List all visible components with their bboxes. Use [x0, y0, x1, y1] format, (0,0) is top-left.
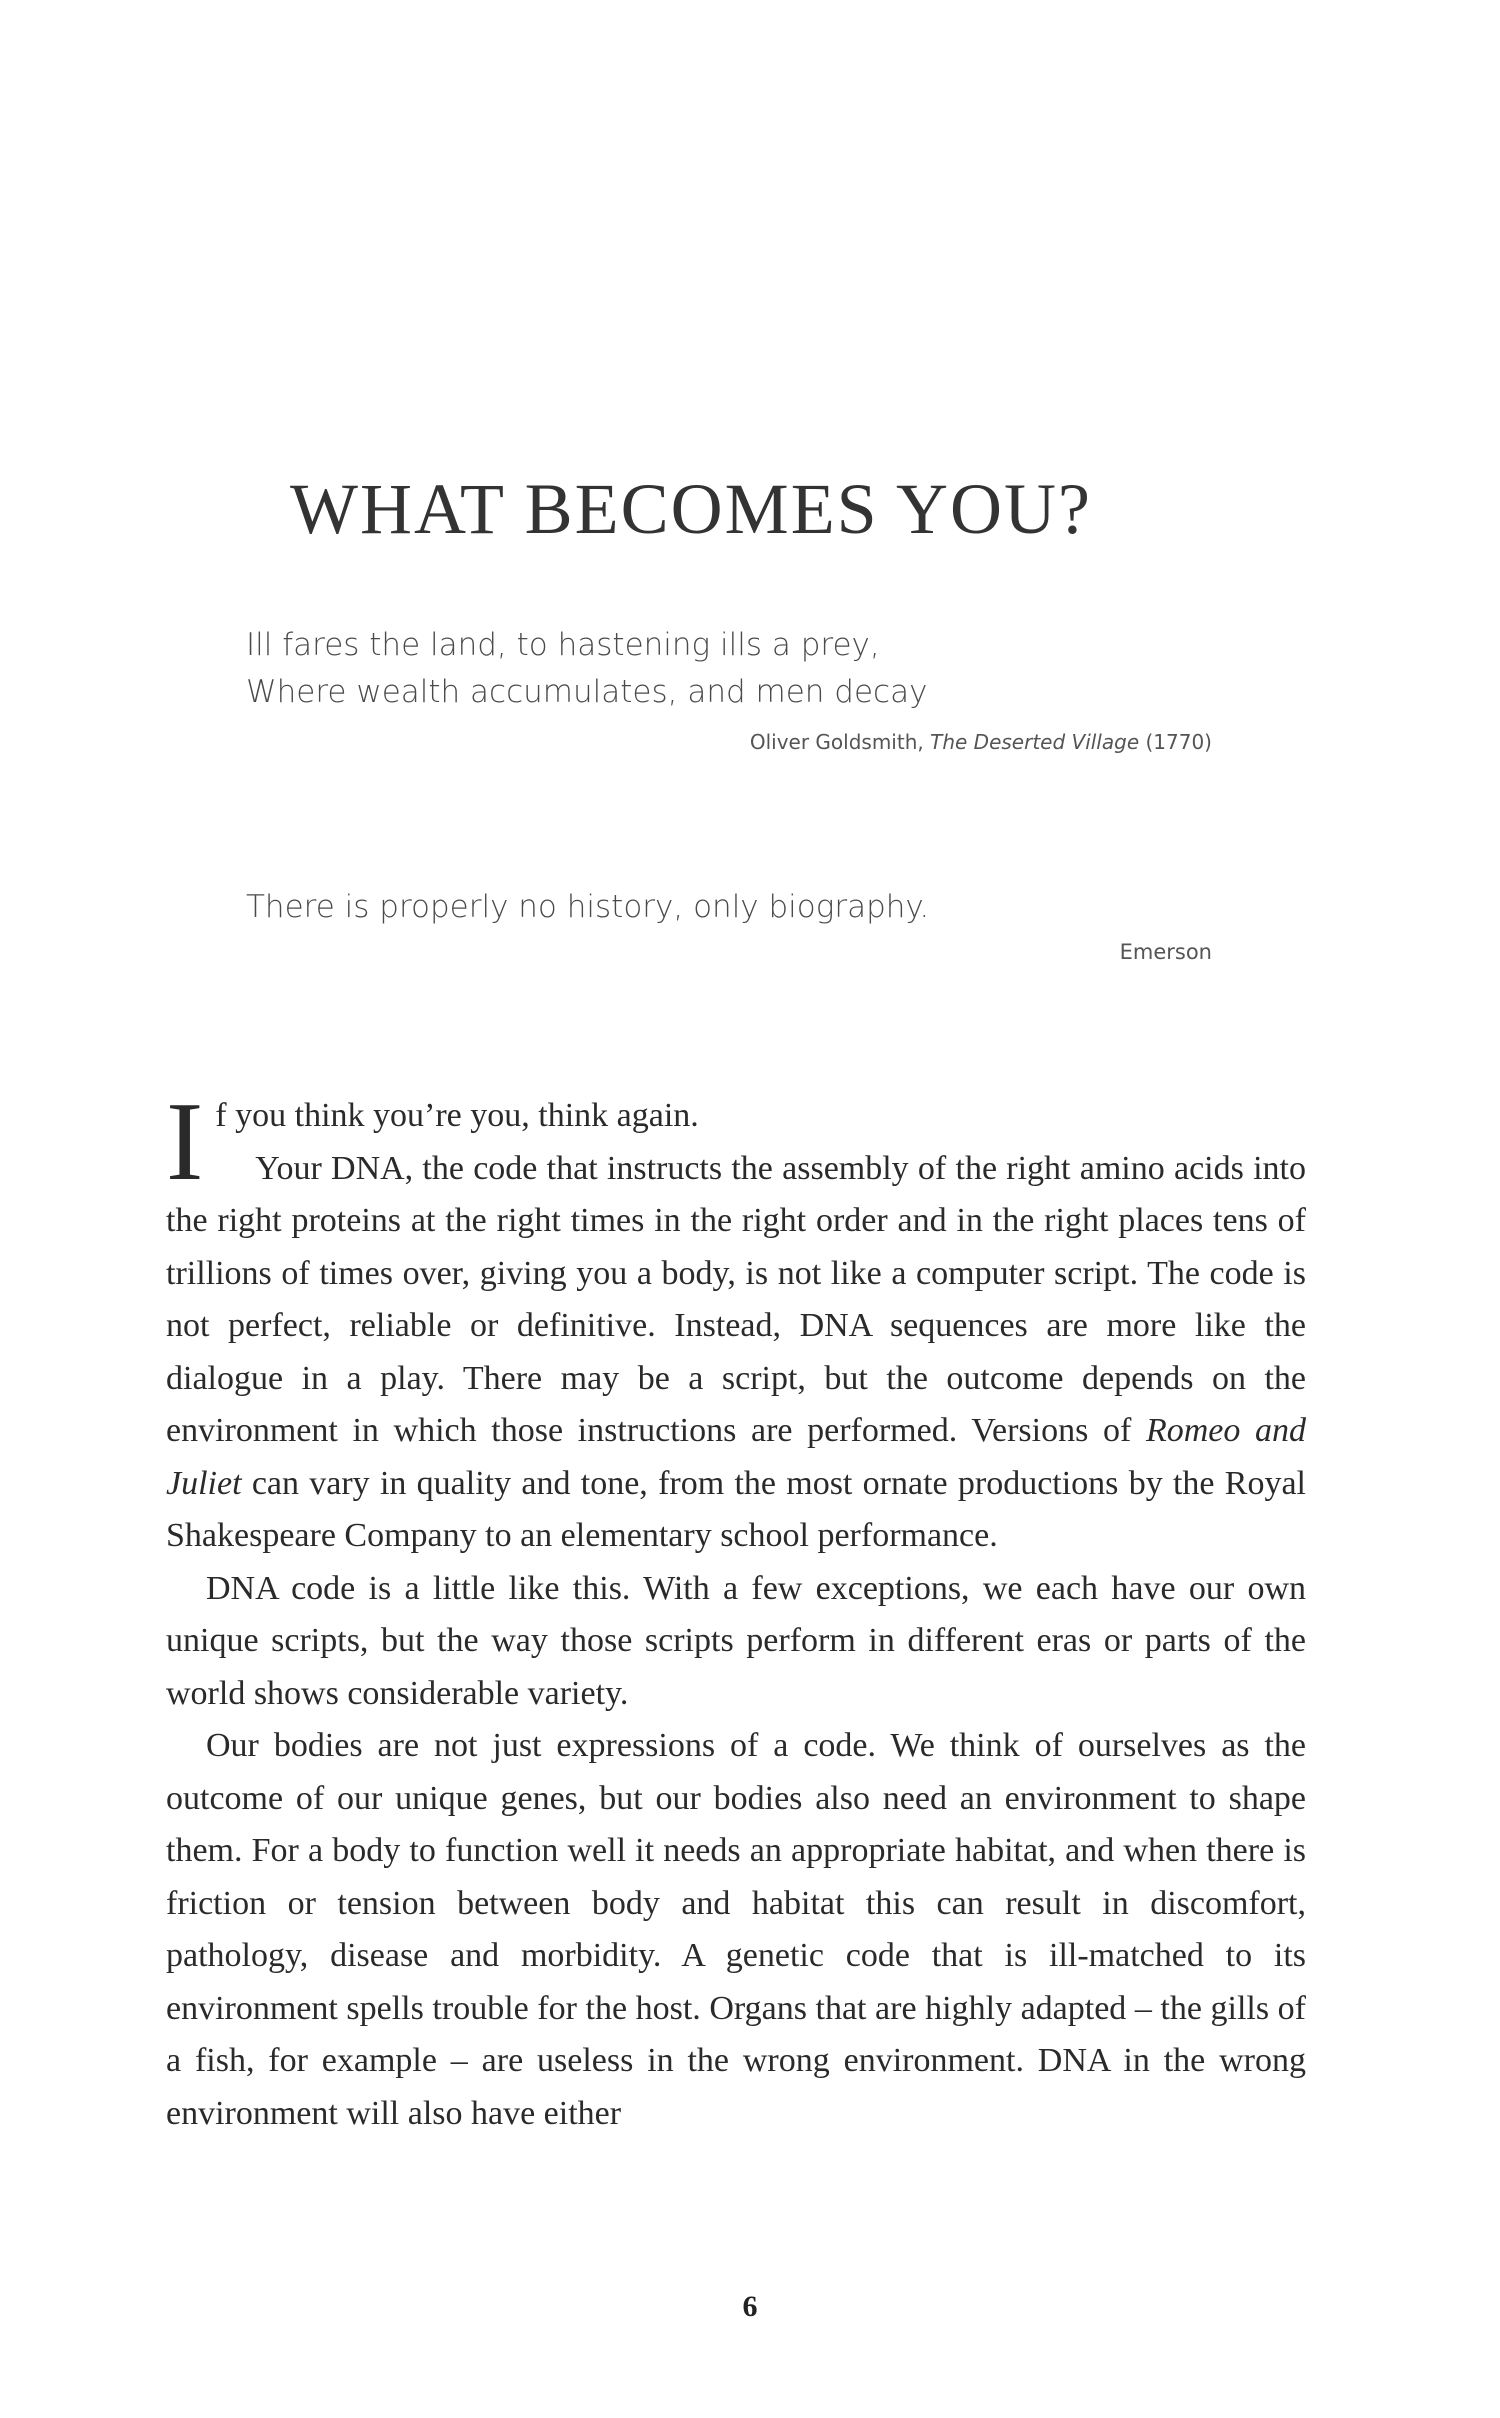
attribution-author: Oliver Goldsmith, [749, 730, 924, 754]
epigraph-line: There is properly no history, only biography. [246, 889, 930, 925]
epigraph-line: Ill fares the land, to hastening ills a prey, [246, 627, 880, 663]
epigraph-emerson [246, 884, 1246, 931]
paragraph-text: can vary in quality and tone, from the most ornate productions by the Royal Shakespeare Company to an elementary school performance. [166, 1464, 1307, 1554]
epigraph-attribution-goldsmith [600, 730, 1212, 754]
opening-line: f you think you’re you, think again. [215, 1097, 699, 1134]
paragraph: Our bodies are not just expressions of a code. We think of ourselves as the outcome of our unique genes, but our bodies also need an environment to shape them. For a body to function well it needs an appropriate habitat, and when there is friction or tension between body and habitat this can result in discomfort, pathology, disease and morbidity. A genetic code that is ill-matched to its environment spells trouble for the host. Organs that are highly adapted – the gills of a fish, for example – are useless in the wrong environment. DNA in the wrong environment will also have either [166, 1727, 1306, 2132]
play-title: Romeo and Juliet [166, 1412, 1307, 1502]
body-text [166, 1080, 1307, 2140]
attribution-year: (1770) [1145, 730, 1212, 754]
page-number: 6 [742, 2290, 758, 2323]
epigraph-goldsmith [246, 622, 1246, 716]
paragraph [166, 1143, 1306, 1563]
paragraph-opening [166, 1080, 1306, 1204]
epigraph-attribution-emerson: Emerson [1119, 940, 1212, 964]
paragraph-text: Your DNA, the code that instructs the assembly of the right amino acids into the right proteins at the right times in the right order and in the right places tens of trillions of times over, giving you a body, is not like a computer script. The code is not perfect, reliable or definitive. Instead, DNA sequences are more like the dialogue in a play. There may be a script, but the outcome depends on the environment in which those instructions are performed. Versions of [166, 1149, 1306, 1449]
drop-cap: I [166, 1080, 204, 1204]
epigraph-line: Where wealth accumulates, and men decay [246, 674, 928, 710]
paragraph: DNA code is a little like this. With a few exceptions, we each have our own unique scripts, but the way those scripts perform in different eras or parts of the world shows considerable variety. [166, 1569, 1306, 1712]
chapter-title: WHAT BECOMES YOU? [290, 469, 1092, 549]
attribution-work: The Deserted Village [930, 730, 1140, 754]
